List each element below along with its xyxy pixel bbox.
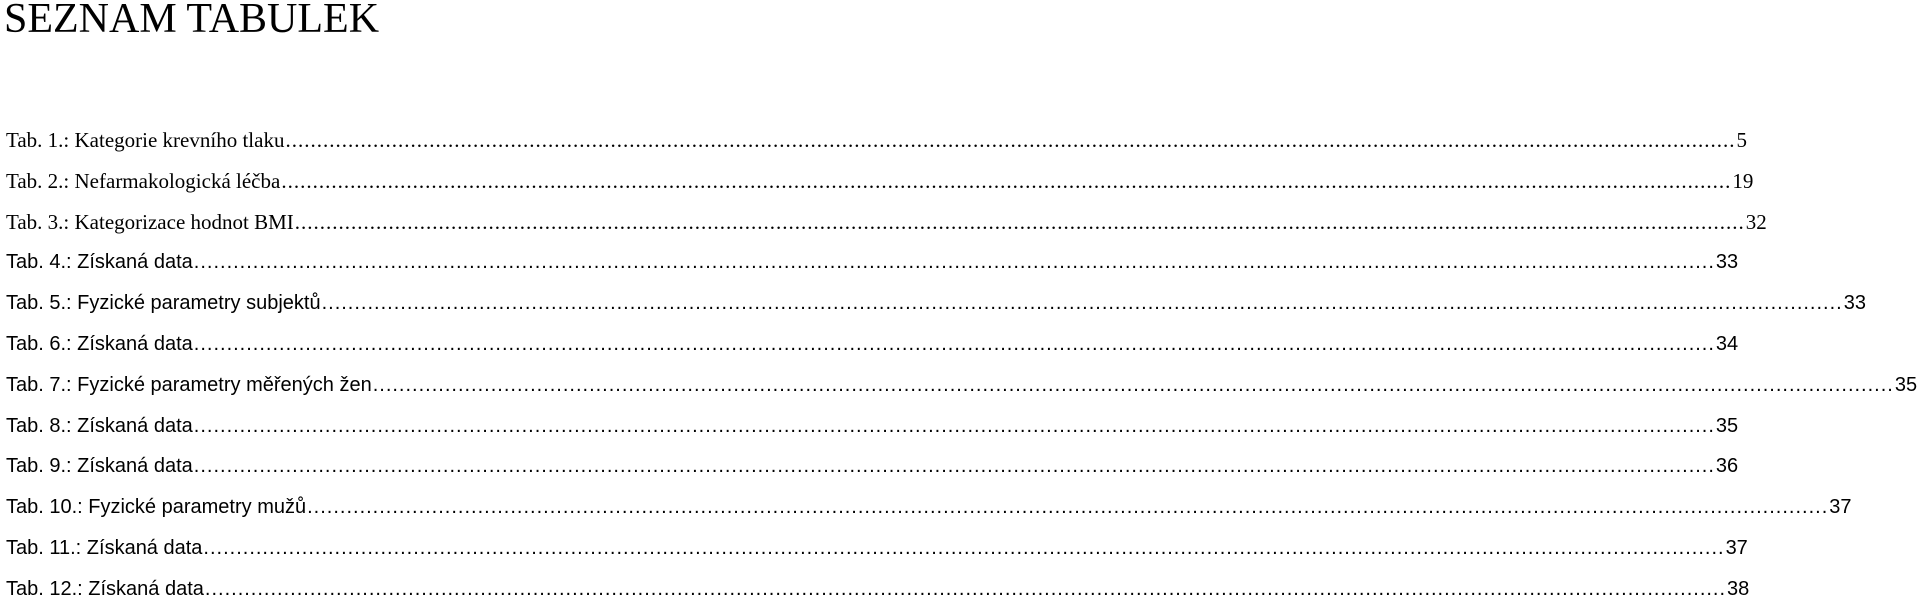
- toc-entry[interactable]: [6, 412, 1739, 453]
- toc-entry-label: Tab. 2.: Nefarmakologická léčba: [6, 168, 281, 193]
- toc-entry-page: 19: [1732, 168, 1754, 193]
- dot-leader: [194, 452, 1715, 480]
- dot-leader: [203, 534, 1724, 562]
- dot-leader: [194, 248, 1715, 276]
- toc-entry[interactable]: [6, 371, 1917, 412]
- dot-leader: [322, 289, 1843, 317]
- toc-entry-label: Tab. 1.: Kategorie krevního tlaku: [6, 128, 285, 152]
- toc-entry-page: 33: [1843, 292, 1866, 315]
- dot-leader: [307, 493, 1828, 521]
- toc-entry[interactable]: [6, 126, 1747, 167]
- toc-entry[interactable]: [6, 208, 1767, 249]
- dot-leader: [205, 575, 1726, 603]
- toc-entry-page: 35: [1715, 414, 1739, 437]
- dot-leader: [295, 208, 1745, 236]
- toc-entry[interactable]: [6, 575, 1750, 616]
- toc-entry-label: Tab. 8.: Získaná data: [6, 414, 193, 437]
- table-of-contents: [6, 126, 1917, 616]
- dot-leader: [194, 330, 1715, 358]
- toc-entry-label: Tab. 10.: Fyzické parametry mužů: [6, 496, 307, 519]
- page-title: SEZNAM TABULEK: [4, 0, 380, 42]
- toc-entry-page: 34: [1715, 332, 1739, 355]
- toc-entry-page: 38: [1727, 577, 1750, 600]
- toc-entry[interactable]: [6, 248, 1739, 289]
- toc-entry-page: 33: [1715, 251, 1739, 274]
- toc-entry[interactable]: [6, 493, 1852, 534]
- toc-entry-label: Tab. 3.: Kategorizace hodnot BMI: [6, 209, 294, 234]
- dot-leader: [194, 412, 1715, 440]
- toc-entry[interactable]: [6, 167, 1754, 208]
- toc-entry[interactable]: [6, 330, 1739, 371]
- toc-entry-page: 37: [1725, 536, 1748, 559]
- toc-entry-label: Tab. 5.: Fyzické parametry subjektů: [6, 292, 321, 315]
- toc-entry-label: Tab. 7.: Fyzické parametry měřených žen: [6, 373, 372, 396]
- toc-entry-label: Tab. 6.: Získaná data: [6, 332, 193, 355]
- toc-entry[interactable]: [6, 289, 1866, 330]
- toc-entry-label: Tab. 11.: Získaná data: [6, 536, 203, 559]
- toc-entry-label: Tab. 12.: Získaná data: [6, 577, 204, 600]
- toc-entry-page: 32: [1745, 209, 1767, 234]
- toc-entry-page: 36: [1715, 455, 1739, 478]
- dot-leader: [281, 167, 1731, 195]
- toc-entry-page: 35: [1894, 373, 1917, 396]
- toc-entry-page: 37: [1829, 496, 1852, 519]
- dot-leader: [373, 371, 1894, 399]
- toc-entry[interactable]: [6, 452, 1739, 493]
- toc-entry-label: Tab. 9.: Získaná data: [6, 455, 193, 478]
- toc-entry[interactable]: [6, 534, 1748, 575]
- toc-entry-label: Tab. 4.: Získaná data: [6, 251, 193, 274]
- toc-entry-page: 5: [1736, 128, 1747, 152]
- dot-leader: [285, 126, 1735, 154]
